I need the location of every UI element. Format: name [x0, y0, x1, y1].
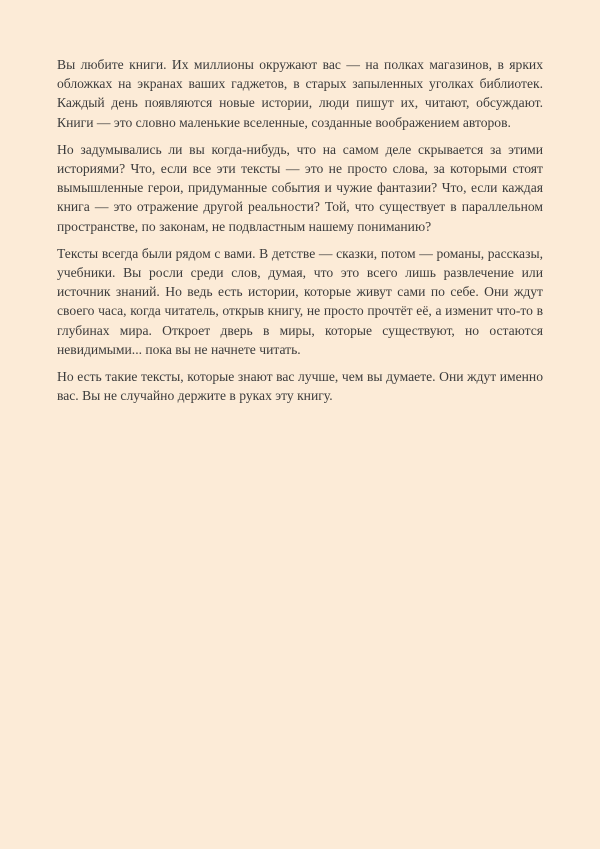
paragraph-3: Тексты всегда были рядом с вами. В детстве — сказки, потом — романы, рассказы, учебники. Вы росли среди слов, думая, что это всего лишь развлечение или источник знаний. Но ведь есть истории, которые живут сами по себе. Они ждут своего часа, когда читатель, открыв книгу, не просто прочтёт её, а изменит что-то в глубинах мира. Откроет дверь в миры, которые существуют, но остаются невидимыми... пока вы не начнете читать. [57, 245, 543, 357]
paragraph-4: Но есть такие тексты, которые знают вас лучше, чем вы думаете. Они ждут именно вас. Вы не случайно держите в руках эту книгу. [57, 369, 543, 404]
document-page [57, 55, 543, 413]
paragraph-2: Но задумывались ли вы когда-нибудь, что на самом деле скрывается за этими историями? Что, если все эти тексты — это не просто слова, за которыми стоят вымышленные герои, придуманные события и чужие фантазии? Что, если каждая книга — это отражение другой реальности? Той, что существует в параллельном пространстве, по законам, не подвластным нашему пониманию? [57, 141, 543, 234]
paragraph-1: Вы любите книги. Их миллионы окружают вас — на полках магазинов, в ярких обложках на экранах ваших гаджетов, в старых запыленных уголках библиотек. Каждый день появляются новые истории, люди пишут их, читают, обсуждают. Книги — это словно маленькие вселенные, созданные воображением авторов. [57, 57, 543, 130]
